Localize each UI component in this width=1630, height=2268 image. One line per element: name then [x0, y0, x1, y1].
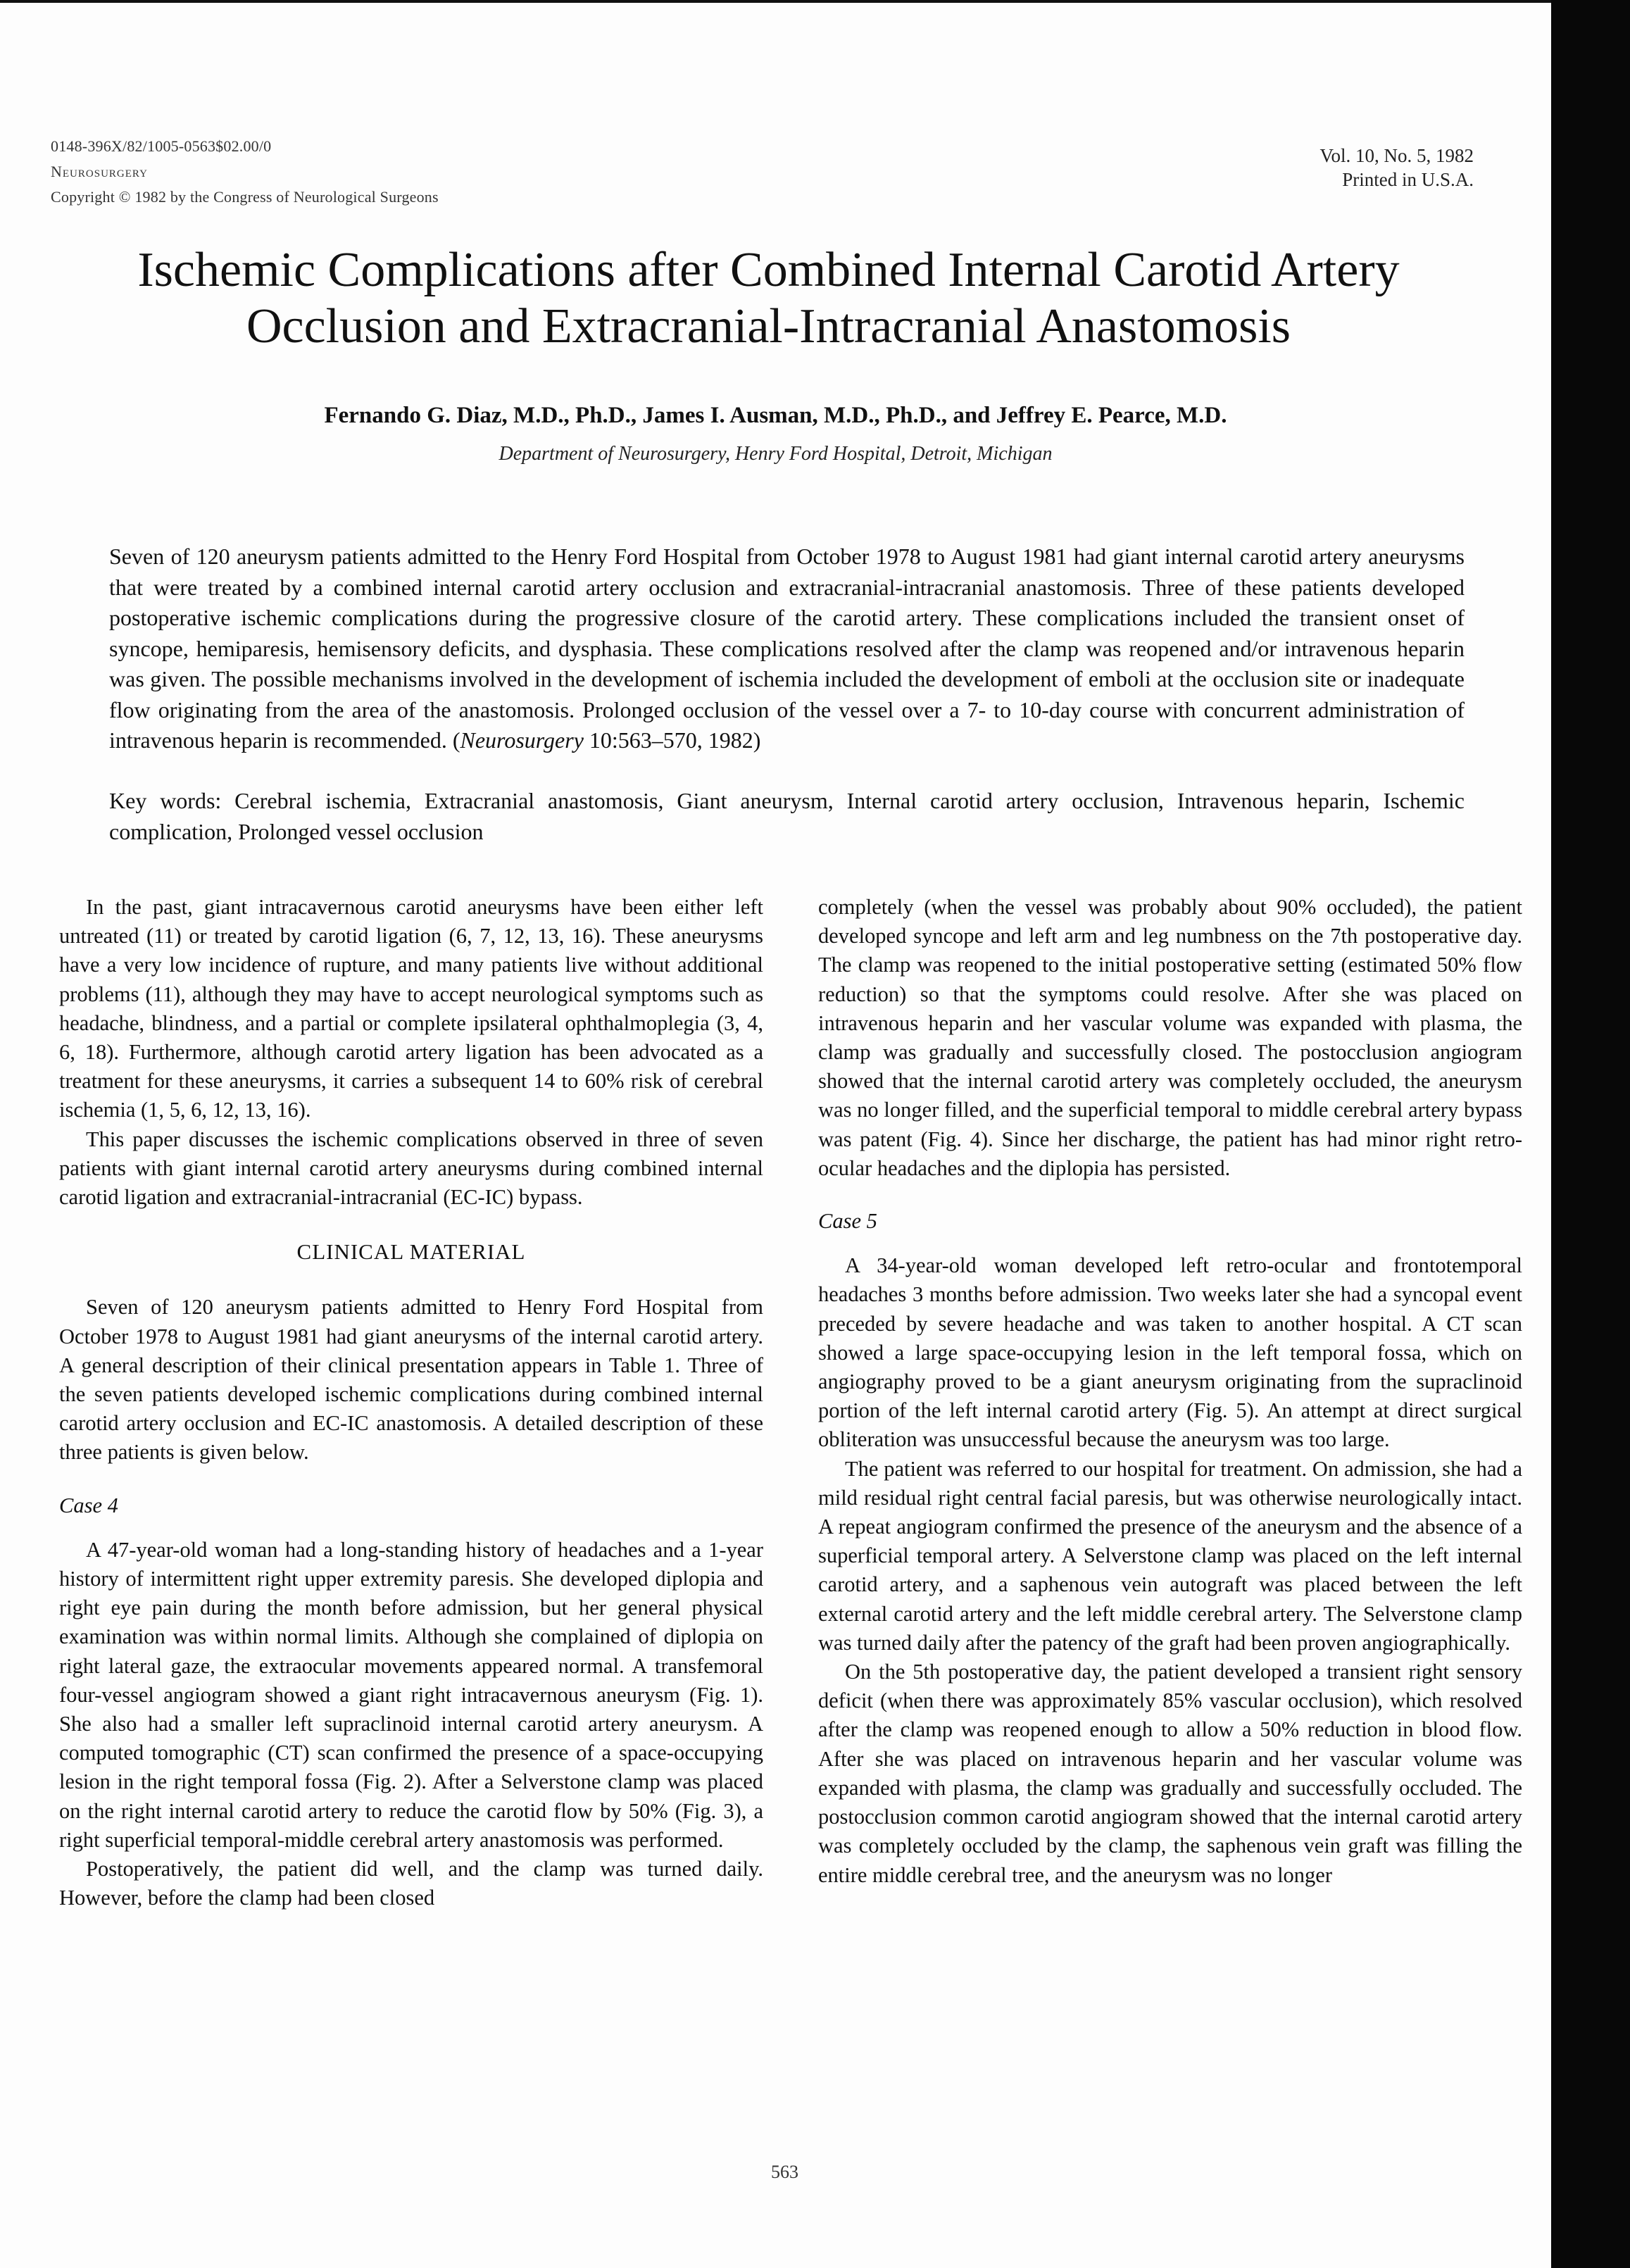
volume-issue: Vol. 10, No. 5, 1982 — [1319, 145, 1474, 166]
scan-border — [1551, 0, 1630, 2268]
clinical-paragraph-1: Seven of 120 aneurysm patients admitted to Henry Ford Hospital from October 1978 to August 1981 had giant aneurysms of the internal carotid artery. A general description of their clinical presentation appears in Table 1. Three of the seven patients developed ischemic complications during combined internal carotid artery occlusion and EC-IC anastomosis. A detailed description of these three patients is given below. — [59, 1295, 763, 1465]
author-list: Fernando G. Diaz, M.D., Ph.D., James I. Ausman, M.D., Ph.D., and Jeffrey E. Pearce, M.D. — [324, 403, 1227, 428]
citation-journal: Neurosurgery — [460, 727, 584, 753]
citation-details: 10:563–570, 1982) — [583, 727, 761, 753]
case-4-paragraph-2: Postoperatively, the patient did well, and the clamp was turned daily. However, before the clamp had been closed — [59, 1857, 763, 1910]
case-5-heading: Case 5 — [818, 1209, 877, 1234]
case-4-heading: Case 4 — [59, 1493, 118, 1517]
journal-name: Neurosurgery — [51, 163, 148, 180]
body-column-left — [59, 893, 763, 1913]
body-column-right — [818, 893, 1522, 1890]
intro-paragraph-1: In the past, giant intracavernous carotid aneurysms have been either left untreated (11) or treated by carotid ligation (6, 7, 12, 13, 16). These aneurysms have a very low incidence of rupture, and many patients live without additional problems (11), although they may have to accept neurological symptoms such as headache, blindness, and a partial or complete ipsilateral ophthalmoplegia (3, 4, 6, 18). Furthermore, although carotid artery ligation has been advocated as a treatment for these aneurysms, it carries a subsequent 14 to 60% risk of cerebral ischemia (1, 5, 6, 12, 13, 16). — [59, 895, 763, 1122]
volume-info — [1319, 144, 1474, 192]
title-line-1: Ischemic Complications after Combined Internal Carotid Artery — [137, 243, 1400, 297]
abstract-text: Seven of 120 aneurysm patients admitted to the Henry Ford Hospital from October 1978 to August 1981 had giant internal carotid artery aneurysms that were treated by a combined internal carotid artery occlusion and extracranial-intracranial anastomosis. Three of these patients developed postoperative ischemic complications during the progressive closure of the carotid artery. These complications included the transient onset of syncope, hemiparesis, hemisensory deficits, and dysphasia. These complications resolved after the clamp was reopened and/or intravenous heparin was given. The possible mechanisms involved in the development of ischemia included the development of emboli at the occlusion site or inadequate flow originating from the area of the anastomosis. Prolonged occlusion of the vessel over a 7- to 10-day course with concurrent administration of intravenous heparin is recommended. — [109, 544, 1465, 753]
copyright-line: Copyright © 1982 by the Congress of Neurological Surgeons — [51, 188, 439, 206]
case-5-paragraph-3: On the 5th postoperative day, the patient developed a transient right sensory deficit (when there was approximately 85% vascular occlusion), which resolved after the clamp was reopened enough to allow a 50% reduction in blood flow. After she was placed on intravenous heparin and her vascular volume was expanded with plasma, the clamp was gradually and successfully occluded. The postocclusion common carotid angiogram showed that the internal carotid artery was completely occluded by the clamp, the saphenous vein graft was filling the entire middle cerebral tree, and the aneurysm was no longer — [818, 1660, 1522, 1887]
keywords: Key words: Cerebral ischemia, Extracranial anastomosis, Giant aneurysm, Internal carotid artery occlusion, Intravenous heparin, Ischemic complication, Prolonged vessel occlusion — [109, 788, 1465, 844]
article-title — [28, 242, 1509, 355]
case-5-paragraph-1: A 34-year-old woman developed left retro-ocular and frontotemporal headaches 3 months before admission. Two weeks later she had a syncopal event preceded by severe headache and was taken to another hospital. A CT scan showed a large space-occupying lesion in the left temporal fossa, which on angiography proved to be a giant aneurysm originating from the supraclinoid portion of the left internal carotid artery (Fig. 5). An attempt at direct surgical obliteration was unsuccessful because the aneurysm was too large. — [818, 1253, 1522, 1452]
case-4-continuation: completely (when the vessel was probably about 90% occluded), the patient developed syncope and left arm and leg numbness on the 7th postoperative day. The clamp was reopened to the initial postoperative setting (estimated 50% flow reduction) so that the symptoms could resolve. After she was placed on intravenous heparin and her vascular volume was expanded with plasma, the clamp was gradually and successfully closed. The postocclusion angiogram showed that the internal carotid artery was completely occluded, the aneurysm was no longer filled, and the superficial temporal to middle cerebral artery bypass was patent (Fig. 4). Since her discharge, the patient has had minor right retro-ocular headaches and the diplopia has persisted. — [818, 895, 1522, 1180]
section-heading-clinical-material: CLINICAL MATERIAL — [296, 1239, 526, 1265]
intro-paragraph-2: This paper discusses the ischemic complications observed in three of seven patients with giant internal carotid artery aneurysms during combined internal carotid ligation and extracranial-intracranial (EC-IC) bypass. — [59, 1127, 763, 1210]
title-line-2: Occlusion and Extracranial-Intracranial Anastomosis — [246, 299, 1291, 353]
affiliation: Department of Neurosurgery, Henry Ford Hospital, Detroit, Michigan — [499, 443, 1053, 465]
issn-code: 0148-396X/82/1005-0563$02.00/0 — [51, 137, 272, 155]
case-5-paragraph-2: The patient was referred to our hospital for treatment. On admission, she had a mild residual right central facial paresis, but was otherwise neurologically intact. A repeat angiogram confirmed the presence of the aneurysm and the absence of a superficial temporal artery. A Selverstone clamp was placed on the left internal carotid artery, and a saphenous vein autograft was placed between the left external carotid artery and the left middle cerebral artery. The Selverstone clamp was turned daily after the patency of the graft had been proven angiographically. — [818, 1456, 1522, 1655]
case-4-paragraph-1: A 47-year-old woman had a long-standing history of headaches and a 1-year history of intermittent right upper extremity paresis. She developed diplopia and right eye pain during the month before admission, but her general physical examination was within normal limits. Although she complained of diplopia on right lateral gaze, the extraocular movements appeared normal. A transfemoral four-vessel angiogram showed a giant right intracavernous aneurysm (Fig. 1). She also had a smaller left supraclinoid internal carotid artery aneurysm. A computed tomographic (CT) scan confirmed the presence of a space-occupying lesion in the right temporal fossa (Fig. 2). After a Selverstone clamp was placed on the right internal carotid artery to reduce the carotid flow by 50% (Fig. 3), a right superficial temporal-middle cerebral artery anastomosis was performed. — [59, 1537, 763, 1852]
printed-location: Printed in U.S.A. — [1342, 169, 1474, 190]
abstract — [109, 541, 1465, 756]
page-number: 563 — [771, 2162, 798, 2182]
publication-header — [51, 134, 439, 210]
citation-open: ( — [446, 727, 460, 753]
